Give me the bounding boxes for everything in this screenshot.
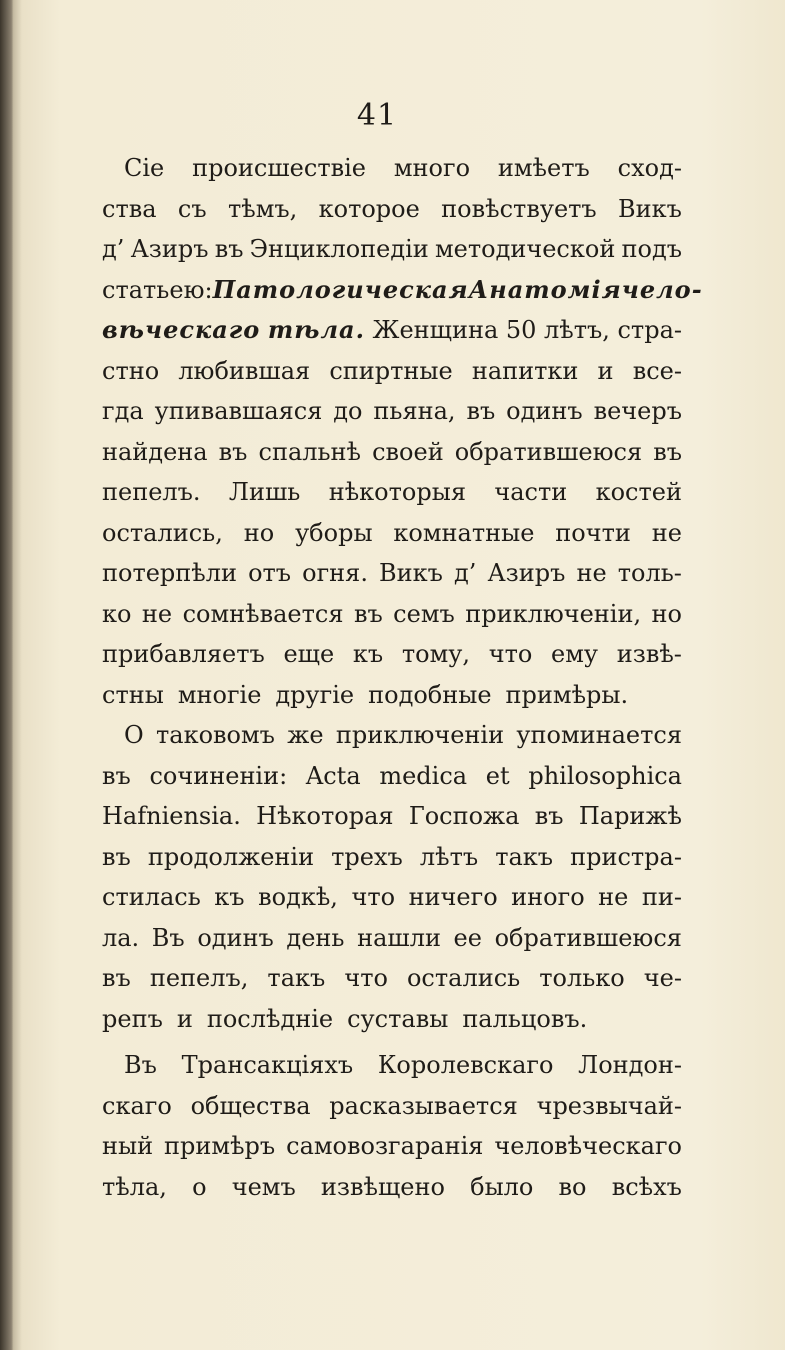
text-line: О таковомъ же приключеніи упоминается xyxy=(124,721,682,749)
text-line: репъ и послѣдніе суставы пальцовъ. xyxy=(102,1004,588,1033)
text-line: въ сочиненіи: Acta medica et philosophica xyxy=(102,761,682,790)
text-line: ства съ тѣмъ, которое повѣствуетъ Викъ xyxy=(102,194,682,223)
text-line: прибавляетъ еще къ тому, что ему извѣ- xyxy=(102,640,682,668)
text-line: въ пепелъ, такъ что остались только че- xyxy=(102,964,682,992)
paragraph-3 xyxy=(102,1045,682,1207)
text-line: скаго общества расказывается чрезвычай- xyxy=(102,1091,682,1120)
book-spine-shadow xyxy=(0,0,14,1350)
text-line: д’ Азиръ въ Энциклопедіи методической подъ xyxy=(102,235,682,263)
page-number: 41 xyxy=(356,98,398,133)
text-line: ла. Въ одинъ день нашли ее обратившеюся xyxy=(102,923,682,952)
text-line: Сіе происшествіе много имѣетъ сход- xyxy=(124,154,682,182)
text-line: стно любившая спиртные напитки и все- xyxy=(102,356,682,385)
text-line: остались, но уборы комнатные почти не xyxy=(102,518,682,547)
text-line: ный примѣръ самовозгаранія человѣческаго xyxy=(102,1132,682,1160)
text-line: найдена въ спальнѣ своей обратившеюся въ xyxy=(102,437,682,466)
text-line: Въ Трансакціяхъ Королевскаго Лондон- xyxy=(124,1051,682,1079)
text-line: тѣла, о чемъ извѣщено было во всѣхъ xyxy=(102,1172,682,1201)
text-line: стны многіе другіе подобные примѣры. xyxy=(102,680,629,709)
text-line: статьею: Патологическая Анатомія чело- xyxy=(102,274,703,304)
paragraph-2 xyxy=(102,715,682,1039)
text-line: стилась къ водкѣ, что ничего иного не пи- xyxy=(102,883,682,911)
body-text xyxy=(102,148,703,1207)
text-line: ко не сомнѣвается въ семъ приключеніи, но xyxy=(102,599,682,628)
text-line: потерпѣли отъ огня. Викъ д’ Азиръ не толь- xyxy=(102,559,682,587)
text-line: гда упивавшаяся до пьяна, въ одинъ вечеръ xyxy=(102,397,682,425)
text-line: въ продолженіи трехъ лѣтъ такъ пристра- xyxy=(102,842,682,871)
text-line: пепелъ. Лишь нѣкоторыя части костей xyxy=(102,478,682,506)
text-line: Hafniensia. Нѣкоторая Госпожа въ Парижѣ xyxy=(102,802,682,830)
text-line: вѣческаго тѣла. Женщина 50 лѣтъ, стра- xyxy=(102,315,682,344)
paragraph-1 xyxy=(102,148,703,715)
